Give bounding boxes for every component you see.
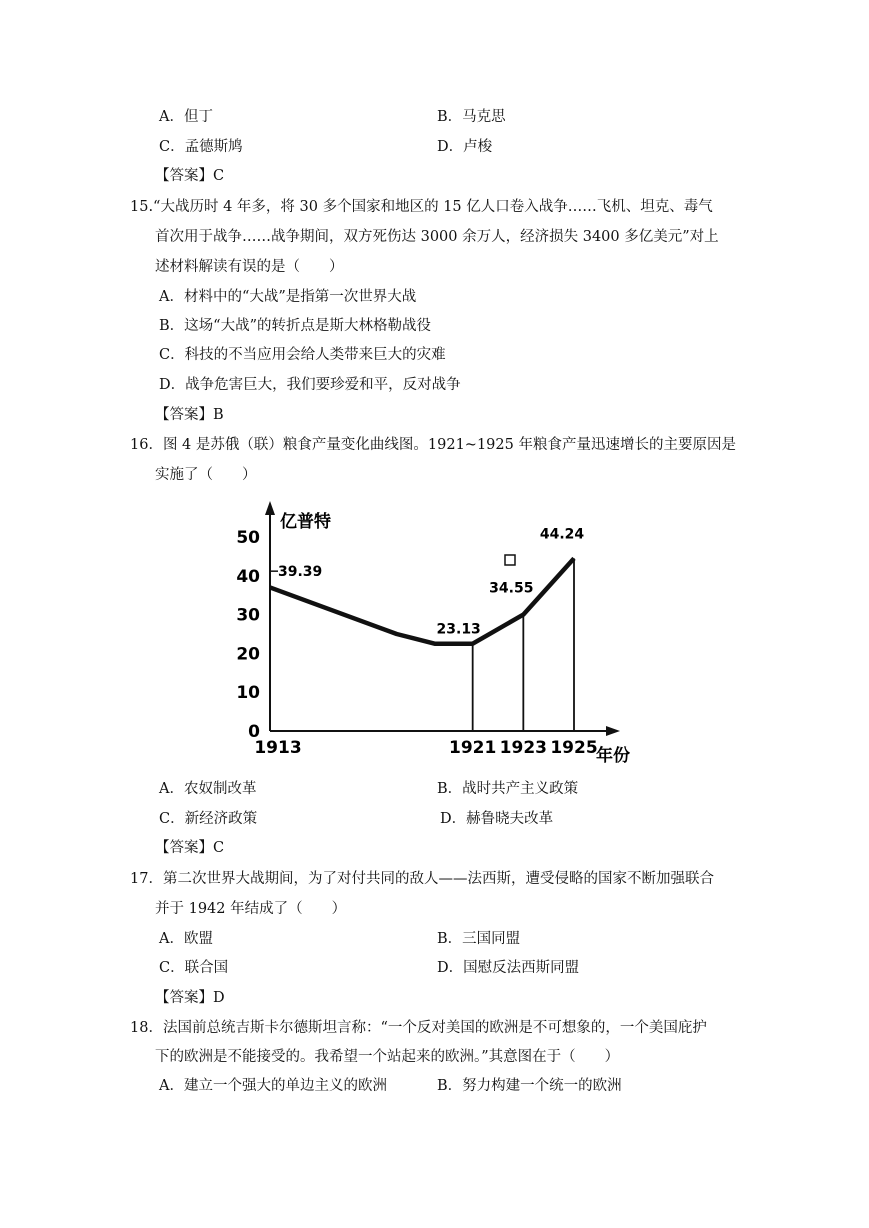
x-tick-label: 1925 <box>550 738 598 758</box>
q16-option-b: B．战时共产主义政策 <box>437 781 579 797</box>
q15-option-a: A．材料中的“大战”是指第一次世界大战 <box>159 289 417 305</box>
x-tick-label: 1913 <box>254 738 302 758</box>
q14-option-a: A．但丁 <box>159 109 213 125</box>
y-tick-label: 20 <box>236 644 260 665</box>
x-tick-label: 1921 <box>449 738 497 758</box>
chart-y-axis-label: 亿普特 <box>280 512 331 532</box>
q15-option-b: B．这场“大战”的转折点是斯大林格勒战役 <box>159 318 431 334</box>
q15-stem-line3: 述材料解读有误的是（ ） <box>155 259 344 275</box>
q18-stem-line2: 下的欧洲是不能接受的。我希望一个站起来的欧洲。”其意图在于（ ） <box>155 1049 620 1065</box>
x-tick-label: 1923 <box>499 738 547 758</box>
q14-option-d: D．卢梭 <box>437 139 493 155</box>
q14-option-c: C．孟德斯鸠 <box>159 139 243 155</box>
q17-option-a: A．欧盟 <box>159 931 213 947</box>
q16-stem-line1: 16．图 4 是苏俄（联）粮食产量变化曲线图。1921~1925 年粮食产量迅速增长的主要原因是 <box>130 437 736 453</box>
q17-option-c: C．联合国 <box>159 960 229 976</box>
q16-option-a: A．农奴制改革 <box>159 781 257 797</box>
y-tick-label: 0 <box>248 722 260 742</box>
y-tick-label: 10 <box>236 683 260 704</box>
q15-stem-line2: 首次用于战争……战争期间，双方死伤达 3000 余万人，经济损失 3400 多亿美元”对上 <box>155 229 719 245</box>
data-label: 23.13 <box>436 621 481 638</box>
q14-answer: 【答案】C <box>155 168 225 184</box>
q18-stem-line1: 18．法国前总统吉斯卡尔德斯坦言称：“一个反对美国的欧洲是不可想象的，一个美国庇护 <box>130 1020 707 1036</box>
q15-option-d: D．战争危害巨大，我们要珍爱和平，反对战争 <box>159 377 461 393</box>
q16-option-c: C．新经济政策 <box>159 811 258 827</box>
q17-stem-line1: 17．第二次世界大战期间，为了对付共同的敌人——法西斯，遭受侵略的国家不断加强联合 <box>130 871 714 887</box>
q15-stem-line1: 15.“大战历时 4 年多，将 30 多个国家和地区的 15 亿人口卷入战争……飞机、坦克、毒气 <box>130 199 713 215</box>
chart-data-labels <box>270 526 584 637</box>
grain-output-chart <box>228 495 648 775</box>
y-axis-arrow <box>265 501 275 515</box>
chart-y-ticks <box>236 528 260 742</box>
q17-option-b: B．三国同盟 <box>437 931 521 947</box>
q16-answer: 【答案】C <box>155 840 225 856</box>
q16-stem-line2: 实施了（ ） <box>155 467 257 483</box>
q16-option-d: D．赫鲁晓夫改革 <box>440 811 554 827</box>
y-tick-label: 40 <box>236 566 260 587</box>
q15-option-c: C．科技的不当应用会给人类带来巨大的灾难 <box>159 347 446 363</box>
q18-option-b: B．努力构建一个统一的欧洲 <box>437 1078 622 1094</box>
q18-option-a: A．建立一个强大的单边主义的欧洲 <box>159 1078 387 1094</box>
chart-x-ticks <box>254 738 597 758</box>
chart-x-axis-label: 年份 <box>596 746 630 766</box>
q17-stem-line2: 并于 1942 年结成了（ ） <box>155 901 347 917</box>
y-tick-label: 50 <box>236 528 260 548</box>
data-label: 39.39 <box>278 564 323 581</box>
q14-option-b: B．马克思 <box>437 109 506 125</box>
checkbox-square-mark <box>505 555 515 565</box>
q17-option-d: D．国慰反法西斯同盟 <box>437 960 580 976</box>
x-axis-arrow <box>606 726 620 736</box>
y-tick-label: 30 <box>236 605 260 626</box>
q15-answer: 【答案】B <box>155 407 224 423</box>
data-label: 34.55 <box>489 580 534 597</box>
data-label: 44.24 <box>539 526 585 543</box>
q17-answer: 【答案】D <box>155 990 225 1006</box>
